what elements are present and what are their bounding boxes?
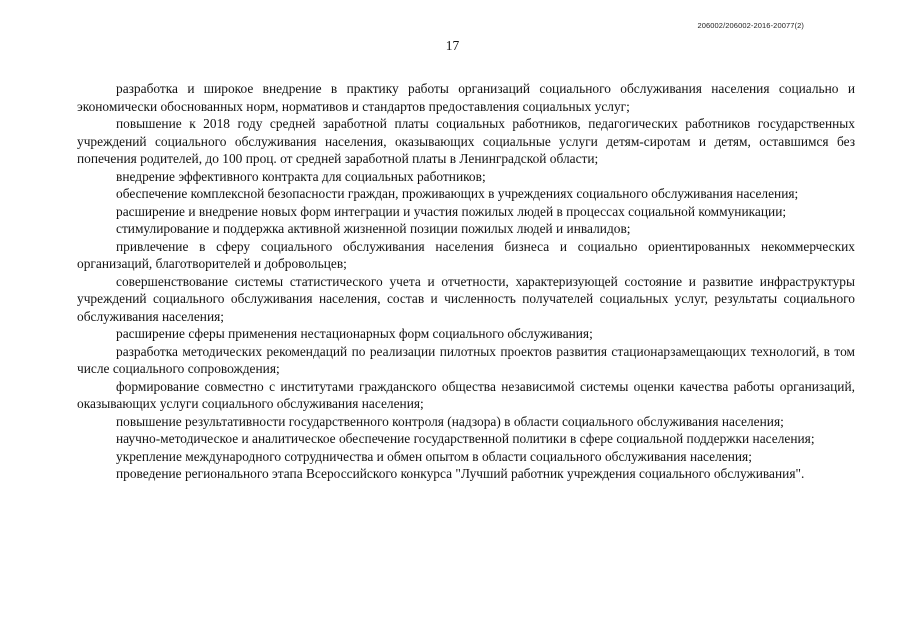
paragraph: повышение результативности государственного контроля (надзора) в области социального обслуживания населения; xyxy=(116,413,784,429)
paragraph: разработка и широкое внедрение в практику работы организаций социального обслуживания населения социально и экономически обоснованных норм, нормативов и стандартов предоставления социальных услуг; xyxy=(77,81,855,114)
paragraph: повышение к 2018 году средней заработной платы социальных работников, педагогических работников государственных учреждений социального обслуживания населения, оказывающих социальные услуги детям-сиротам и детям, оставшимся без попечения родителей, до 100 проц. от средней заработной платы в Ленинградской области; xyxy=(77,116,855,166)
paragraph: научно-методическое и аналитическое обеспечение государственной политики в сфере социальной поддержки населения; xyxy=(116,431,815,446)
document-id: 206002/206002-2016-20077(2) xyxy=(697,21,804,30)
paragraph: формирование совместно с институтами гражданского общества независимой системы оценки качества работы организаций, оказывающих услуги социального обслуживания населения; xyxy=(77,378,855,411)
paragraph: обеспечение комплексной безопасности граждан, проживающих в учреждениях социального обслуживания населения; xyxy=(116,186,799,201)
paragraph: привлечение в сферу социального обслуживания населения бизнеса и социально ориентированных некоммерческих организаций, благотворителей и добровольцев; xyxy=(77,238,855,271)
paragraph: совершенствование системы статистического учета и отчетности, характеризующей состояние и развитие инфраструктуры учреждений социального обслуживания населения, состав и численность получателей социальных услуг, результаты социального обслуживания населения; xyxy=(77,273,855,324)
page-number: 17 xyxy=(445,38,460,53)
paragraph: внедрение эффективного контракта для социальных работников; xyxy=(116,168,486,184)
paragraph: укрепление международного сотрудничества и обмен опытом в области социального обслуживания населения; xyxy=(116,448,752,464)
paragraph: расширение и внедрение новых форм интеграции и участия пожилых людей в процессах социальной коммуникации; xyxy=(116,203,787,219)
paragraph: стимулирование и поддержка активной жизненной позиции пожилых людей и инвалидов; xyxy=(116,221,631,236)
paragraph: проведение регионального этапа Всероссийского конкурса "Лучший работник учреждения социального обслуживания". xyxy=(116,466,805,481)
paragraph: расширение сферы применения нестационарных форм социального обслуживания; xyxy=(116,326,593,341)
document-body xyxy=(77,80,855,483)
paragraph: разработка методических рекомендаций по реализации пилотных проектов развития стационарзамещающих технологий, в том числе социального сопровождения; xyxy=(77,343,855,376)
